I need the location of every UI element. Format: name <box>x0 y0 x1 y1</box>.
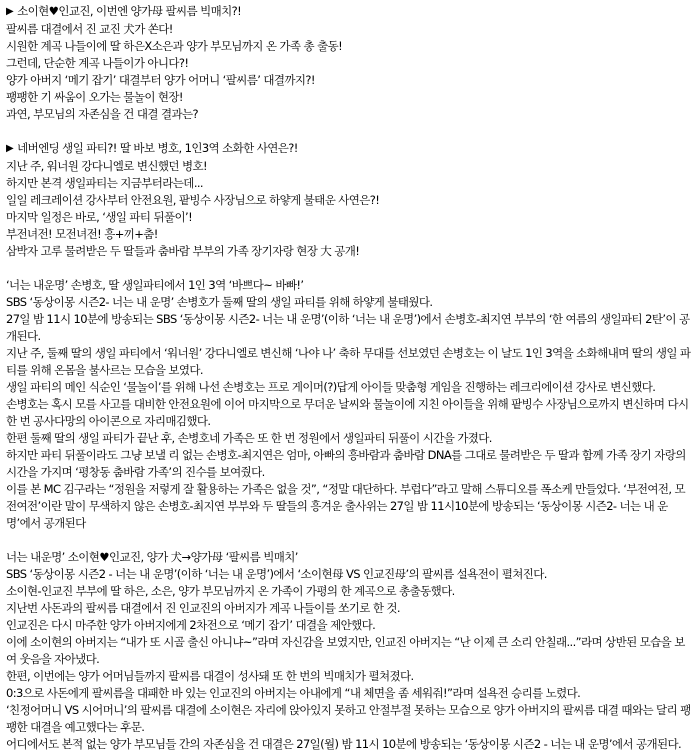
text-line: 과연, 부모님의 자존심을 건 대결 결과는? <box>6 107 198 121</box>
paragraph: 소이현-인교진 부부에 딸 하은, 소은, 양가 부모님까지 온 가족이 가평의 한 계곡으로 총출동했다. <box>6 584 455 598</box>
text-line: 그런데, 단순한 계곡 나들이가 아니다?! <box>6 56 189 70</box>
section-preview-2 <box>6 140 691 260</box>
section-preview-1 <box>6 3 691 123</box>
spacer <box>6 123 691 140</box>
triangle-bullet-icon: ▶ <box>6 143 14 154</box>
text-line: 지난 주, 워너원 강다니엘로 변신했던 병호! <box>6 159 207 173</box>
paragraph: 인교진은 다시 마주한 양가 아버지에게 2차전으로 ‘메기 잡기’ 대결을 제안했다. <box>6 618 376 632</box>
paragraph: 생일 파티의 메인 식순인 ‘물놀이’를 위해 나선 손병호는 프로 게이머(?)답게 아이들 맞춤형 게임을 진행하는 레크리에이션 강사로 변신했다. <box>6 380 656 394</box>
paragraph: 지난 주, 둘째 딸의 생일 파티에서 ‘워너원’ 강다니엘로 변신해 ‘나야 나’ 축하 무대를 선보였던 손병호는 이 날도 1인 3역을 소화해내며 딸의 생일 파티를 위해 온몸을 불사르는 모습을 보였다. <box>6 346 691 377</box>
article-son-byeong-ho <box>6 277 691 532</box>
paragraph: 너는 내운명’ 소이현♥인교진, 양가 犬→양가母 ‘팔씨름 빅매치’ <box>6 550 298 564</box>
section-title <box>6 140 691 158</box>
spacer <box>6 260 691 277</box>
text-line: 팽팽한 기 싸움이 오가는 물놀이 현장! <box>6 90 183 104</box>
paragraph: SBS ‘동상이몽 시즌2 - 너는 내 운명’(이하 ‘너는 내 운명’)에서 ‘소이현母 VS 인교진母’의 팔씨름 설욕전이 펼쳐진다. <box>6 567 547 581</box>
text-line: 부전녀전! 모전녀전! 흥+끼+춤! <box>6 227 158 241</box>
text-line: 일일 레크레이션 강사부터 안전요원, 팥빙수 사장님으로 하얗게 불태운 사연은?! <box>6 193 380 207</box>
paragraph: 어디에서도 본적 없는 양가 부모님들 간의 자존심을 건 대결은 27일(월) 밤 11시 10분에 방송되는 ‘동상이몽 시즌2 - 너는 내 운명’에서 공개된다. <box>6 737 682 751</box>
paragraph: ‘친정어머니 VS 시어머니’의 팔씨름 대결에 소이현은 자리에 앉아있지 못하고 안절부절 못하는 모습으로 양가 아버지의 팔씨름 대결 때와는 달리 팽팽한 대결을 예고했다는 후문. <box>6 703 691 734</box>
paragraph: 지난번 사돈과의 팔씨름 대결에서 진 인교진의 아버지가 계곡 나들이를 쏘기로 한 것. <box>6 601 400 615</box>
paragraph: 이에 소이현의 아버지는 “내가 또 시골 출신 아니냐~”라며 자신감을 보였지만, 인교진 아버지는 “난 이제 큰 소리 안칠래...”라며 상반된 모습을 보여 웃음을 자아냈다. <box>6 635 685 666</box>
triangle-bullet-icon: ▶ <box>6 6 14 17</box>
article-so-i-hyun <box>6 549 691 753</box>
paragraph: 한편 둘째 딸의 생일 파티가 끝난 후, 손병호네 가족은 또 한 번 정원에서 생일파티 뒤풀이 시간을 가졌다. <box>6 431 492 445</box>
paragraph: SBS ‘동상이몽 시즌2- 너는 내 운명’ 손병호가 둘째 딸의 생일 파티를 위해 하얗게 불태웠다. <box>6 295 433 309</box>
section-title-text: 소이현♥인교진, 이번엔 양가母 팔씨름 빅매치?! <box>17 4 242 18</box>
paragraph: 하지만 파티 뒤풀이라도 그냥 보낼 리 없는 손병호-최지연은 엄마, 아빠의 흥바람과 춤바람 DNA를 그대로 물려받은 두 딸과 함께 가족 장기 자랑의 시간을 가지며 ‘평창동 춤바람 가족’의 진수를 보여줬다. <box>6 448 686 479</box>
paragraph: 손병호는 혹시 모를 사고를 대비한 안전요원에 이어 마지막으로 무더운 날씨와 물놀이에 지친 아이들을 위해 팥빙수 사장님으로까지 변신하며 다시 한 번 공사다망의 아이콘으로 자리매김했다. <box>6 397 689 428</box>
paragraph: 0:3으로 사돈에게 팔씨름을 대패한 바 있는 인교진의 아버지는 아내에게 “내 체면을 좀 세워줘!”라며 설욕전 승리를 노렸다. <box>6 686 581 700</box>
text-line: 양가 아버지 ‘메기 잡기’ 대결부터 양가 어머니 ‘팔씨름’ 대결까지?! <box>6 73 315 87</box>
paragraph: 27일 밤 11시 10분에 방송되는 SBS ‘동상이몽 시즌2- 너는 내 운명’(이하 ‘너는 내 운명’)에서 손병호-최지연 부부의 ‘한 여름의 생일파티 2탄’이 공개된다. <box>6 312 690 343</box>
text-line: 시원한 계곡 나들이에 딸 하은X소은과 양가 부모님까지 온 가족 총 출동! <box>6 39 343 53</box>
text-line: 팔씨름 대결에서 진 교진 犬가 쏜다! <box>6 22 173 36</box>
text-line: 하지만 본격 생일파티는 지금부터라는데... <box>6 176 203 190</box>
text-line: 마지막 일정은 바로, ‘생일 파티 뒤풀이’! <box>6 210 193 224</box>
text-line: 삼박자 고루 물려받은 두 딸들과 춤바람 부부의 가족 장기자랑 현장 大 공개! <box>6 244 360 258</box>
paragraph: ‘너는 내운명’ 손병호, 딸 생일파티에서 1인 3역 ‘바쁘다~ 바빠!’ <box>6 278 304 292</box>
spacer <box>6 532 691 549</box>
paragraph: 이를 본 MC 김구라는 “정원을 저렇게 잘 활용하는 가족은 없을 것”, “정말 대단하다. 부럽다”라고 말해 스튜디오를 폭소케 만들었다. ‘부전여전, 모전여전’이란 말이 무색하지 않은 손병호-최지연 부부와 두 딸들의 흥겨운 출사위는 27일 밤 11시10분에 방송되는 ‘동상이몽 시즌2- 너는 내 운명’에서 공개된다 <box>6 482 685 530</box>
section-title <box>6 3 691 21</box>
paragraph: 한편, 이번에는 양가 어머님들까지 팔씨름 대결이 성사돼 또 한 번의 빅매치가 펼쳐졌다. <box>6 669 414 683</box>
section-title-text: 네버엔딩 생일 파티?! 딸 바보 병호, 1인3역 소화한 사연은?! <box>17 141 298 155</box>
